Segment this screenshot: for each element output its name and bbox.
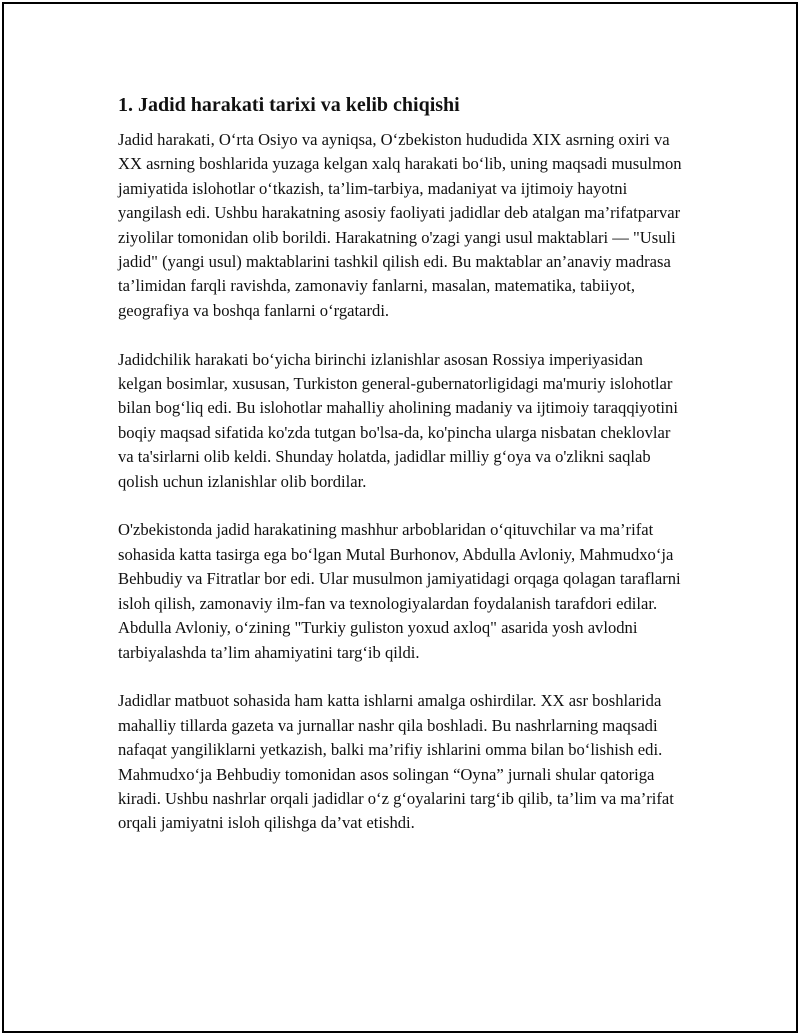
paragraph-3: O'zbekistonda jadid harakatining mashhur arboblaridan o‘qituvchilar va ma’rifat sohasida katta tasirga ega bo‘lgan Mutal Burhonov, Abdulla Avloniy, Mahmudxo‘ja Behbudiy va Fitratlar bor edi. Ular musulmon jamiyatidagi orqaga qolagan taraflarni isloh qilish, zamonaviy ilm-fan va texnologiyalardan foydalanish tarafdori edilar. Abdulla Avloniy, o‘zining "Turkiy guliston yoxud axloq" asarida yosh avlodni tarbiyalashda ta’lim ahamiyatini targ‘ib qildi. — [118, 520, 681, 662]
section-heading: 1. Jadid harakati tarixi va kelib chiqishi — [118, 94, 460, 116]
paragraph-1: Jadid harakati, O‘rta Osiyo va ayniqsa, O‘zbekiston hududida XIX asrning oxiri va XX asrning boshlarida yuzaga kelgan xalq harakati bo‘lib, uning maqsadi musulmon jamiyatida islohotlar o‘tkazish, ta’lim-tarbiya, madaniyat va ijtimoiy hayotni yangilash edi. Ushbu harakatning asosiy faoliyati jadidlar deb atalgan ma’rifatparvar ziyolilar tomonidan olib borildi. Harakatning o'zagi yangi usul maktablari — "Usuli jadid" (yangi usul) maktablarini tashkil qilish edi. Bu maktablar an’anaviy madrasa ta’limidan farqli ravishda, zamonaviy fanlarni, masalan, matematika, tabiiyot, geografiya va boshqa fanlarni o‘rgatardi. — [118, 130, 682, 320]
document-body — [118, 92, 688, 860]
paragraph-2: Jadidchilik harakati bo‘yicha birinchi izlanishlar asosan Rossiya imperiyasidan kelgan bosimlar, xususan, Turkiston general-gubernatorligidagi ma'muriy islohotlar bilan bog‘liq edi. Bu islohotlar mahalliy aholining madaniy va ijtimoiy taraqqiyotini boqiy maqsad sifatida ko'zda tutgan bo'lsa-da, ko'pincha ularga nisbatan cheklovlar va ta'sirlarni olib keldi. Shunday holatda, jadidlar milliy g‘oya va o'zlikni saqlab qolish uchun izlanishlar olib bordilar. — [118, 349, 678, 491]
paragraph-4: Jadidlar matbuot sohasida ham katta ishlarni amalga oshirdilar. XX asr boshlarida mahalliy tillarda gazeta va jurnallar nashr qila boshladi. Bu nashrlarning maqsadi nafaqat yangiliklarni yetkazish, balki ma’rifiy ishlarini omma bilan bo‘lishish edi. Mahmudxo‘ja Behbudiy tomonidan asos solingan “Oyna” jurnali shular qatoriga kiradi. Ushbu nashrlar orqali jadidlar o‘z g‘oyalarini targ‘ib qilib, ta’lim va ma’rifat orqali jamiyatni isloh qilishga da’vat etishdi. — [118, 691, 674, 833]
